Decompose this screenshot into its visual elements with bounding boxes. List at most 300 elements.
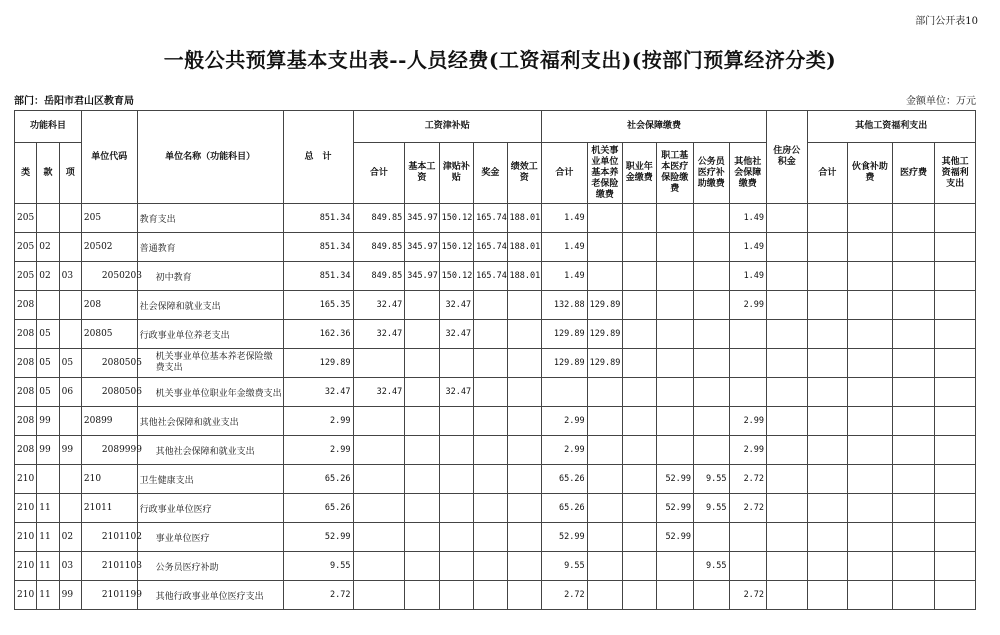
cell-w-bonus <box>474 378 507 407</box>
cell-code: 2101199 <box>81 581 137 610</box>
cell-o-other <box>935 233 976 262</box>
cell-s-annuity <box>623 204 656 233</box>
cell-code: 2089999 <box>81 436 137 465</box>
cell-s-annuity <box>623 581 656 610</box>
cell-s-civil <box>694 320 729 349</box>
cell-w-bonus: 165.74 <box>474 204 507 233</box>
table-row <box>15 523 976 552</box>
cell-lei: 210 <box>15 552 37 581</box>
cell-w-basic: 345.97 <box>405 233 439 262</box>
cell-s-annuity <box>623 262 656 291</box>
cell-s-annuity <box>623 320 656 349</box>
cell-lei: 208 <box>15 349 37 378</box>
cell-s-other <box>729 523 767 552</box>
cell-kuan: 11 <box>37 523 59 552</box>
header-unit-name: 单位名称（功能科目） <box>137 111 283 204</box>
header-wage-bonus: 奖金 <box>474 143 507 204</box>
cell-total: 32.47 <box>283 378 353 407</box>
cell-name: 行政事业单位医疗 <box>137 494 283 523</box>
cell-s-annuity <box>623 291 656 320</box>
cell-lei: 205 <box>15 204 37 233</box>
cell-s-pension <box>587 262 622 291</box>
cell-s-pension: 129.89 <box>587 349 622 378</box>
cell-o-meal <box>848 436 893 465</box>
cell-total: 2.99 <box>283 407 353 436</box>
cell-xiang <box>59 407 81 436</box>
cell-s-pension <box>587 465 622 494</box>
cell-s-medical <box>656 436 694 465</box>
cell-w-perf <box>507 436 541 465</box>
cell-w-sum: 32.47 <box>353 320 405 349</box>
cell-s-civil <box>694 523 729 552</box>
cell-o-meal <box>848 552 893 581</box>
cell-xiang <box>59 233 81 262</box>
cell-w-allow <box>439 436 473 465</box>
cell-total: 2.99 <box>283 436 353 465</box>
cell-o-sum <box>807 320 848 349</box>
cell-s-sum: 2.72 <box>542 581 588 610</box>
cell-s-medical: 52.99 <box>656 523 694 552</box>
cell-xiang <box>59 320 81 349</box>
cell-w-sum <box>353 465 405 494</box>
cell-housing <box>767 581 808 610</box>
cell-w-sum <box>353 494 405 523</box>
cell-s-annuity <box>623 407 656 436</box>
cell-kuan <box>37 291 59 320</box>
cell-s-civil <box>694 436 729 465</box>
cell-xiang <box>59 291 81 320</box>
cell-kuan: 05 <box>37 378 59 407</box>
cell-s-civil: 9.55 <box>694 465 729 494</box>
cell-w-sum <box>353 581 405 610</box>
cell-w-perf: 188.01 <box>507 262 541 291</box>
cell-w-allow <box>439 349 473 378</box>
header-wage-group: 工资津补贴 <box>353 111 542 143</box>
cell-kuan: 99 <box>37 436 59 465</box>
cell-s-other <box>729 552 767 581</box>
cell-w-sum: 32.47 <box>353 378 405 407</box>
cell-o-meal <box>848 349 893 378</box>
cell-w-perf <box>507 581 541 610</box>
cell-o-med <box>892 378 935 407</box>
cell-o-sum <box>807 378 848 407</box>
cell-code: 2050203 <box>81 262 137 291</box>
cell-name: 机关事业单位职业年金缴费支出 <box>137 378 283 407</box>
cell-w-basic <box>405 494 439 523</box>
cell-name: 教育支出 <box>137 204 283 233</box>
cell-w-basic <box>405 436 439 465</box>
cell-w-perf: 188.01 <box>507 233 541 262</box>
cell-housing <box>767 233 808 262</box>
table-row <box>15 262 976 291</box>
cell-s-medical <box>656 320 694 349</box>
cell-total: 9.55 <box>283 552 353 581</box>
cell-s-annuity <box>623 349 656 378</box>
cell-lei: 208 <box>15 320 37 349</box>
cell-name: 机关事业单位基本养老保险缴费支出 <box>137 349 283 378</box>
cell-kuan: 05 <box>37 349 59 378</box>
cell-o-meal <box>848 523 893 552</box>
cell-o-med <box>892 552 935 581</box>
cell-s-sum: 65.26 <box>542 494 588 523</box>
cell-s-annuity <box>623 436 656 465</box>
cell-code: 2101102 <box>81 523 137 552</box>
cell-o-other <box>935 291 976 320</box>
cell-o-meal <box>848 320 893 349</box>
cell-xiang: 05 <box>59 349 81 378</box>
cell-kuan: 11 <box>37 494 59 523</box>
cell-housing <box>767 349 808 378</box>
budget-table <box>14 110 976 610</box>
table-row <box>15 581 976 610</box>
cell-w-bonus <box>474 494 507 523</box>
cell-total: 851.34 <box>283 233 353 262</box>
cell-s-medical <box>656 349 694 378</box>
cell-s-pension <box>587 523 622 552</box>
cell-w-allow: 32.47 <box>439 378 473 407</box>
cell-s-sum: 2.99 <box>542 407 588 436</box>
cell-w-allow <box>439 494 473 523</box>
cell-w-allow: 150.12 <box>439 233 473 262</box>
cell-s-medical: 52.99 <box>656 494 694 523</box>
cell-s-pension <box>587 494 622 523</box>
header-other-welfare: 其他工资福利支出 <box>935 143 976 204</box>
cell-w-perf <box>507 291 541 320</box>
cell-total: 851.34 <box>283 262 353 291</box>
cell-o-med <box>892 204 935 233</box>
cell-housing <box>767 262 808 291</box>
cell-name: 初中教育 <box>137 262 283 291</box>
cell-w-bonus <box>474 291 507 320</box>
cell-o-med <box>892 523 935 552</box>
cell-s-annuity <box>623 378 656 407</box>
cell-w-bonus <box>474 465 507 494</box>
cell-w-sum: 32.47 <box>353 291 405 320</box>
cell-o-med <box>892 349 935 378</box>
cell-s-civil <box>694 204 729 233</box>
cell-o-med <box>892 262 935 291</box>
cell-o-meal <box>848 204 893 233</box>
cell-o-med <box>892 407 935 436</box>
cell-w-sum <box>353 436 405 465</box>
cell-s-pension: 129.89 <box>587 291 622 320</box>
cell-housing <box>767 436 808 465</box>
cell-s-civil: 9.55 <box>694 552 729 581</box>
cell-code: 210 <box>81 465 137 494</box>
cell-o-med <box>892 436 935 465</box>
cell-w-basic <box>405 320 439 349</box>
header-other-meal: 伙食补助费 <box>848 143 893 204</box>
cell-s-sum <box>542 378 588 407</box>
cell-total: 65.26 <box>283 494 353 523</box>
cell-s-other: 2.99 <box>729 436 767 465</box>
cell-s-sum: 129.89 <box>542 320 588 349</box>
cell-name: 卫生健康支出 <box>137 465 283 494</box>
cell-lei: 210 <box>15 494 37 523</box>
cell-kuan <box>37 465 59 494</box>
cell-s-civil: 9.55 <box>694 494 729 523</box>
table-row <box>15 407 976 436</box>
cell-s-pension: 129.89 <box>587 320 622 349</box>
cell-housing <box>767 204 808 233</box>
cell-w-perf <box>507 523 541 552</box>
header-social-civil-medical: 公务员医疗补助缴费 <box>694 143 729 204</box>
cell-s-pension <box>587 552 622 581</box>
cell-lei: 210 <box>15 523 37 552</box>
cell-w-basic <box>405 407 439 436</box>
cell-s-sum: 2.99 <box>542 436 588 465</box>
cell-code: 20502 <box>81 233 137 262</box>
cell-s-other: 1.49 <box>729 262 767 291</box>
cell-name: 事业单位医疗 <box>137 523 283 552</box>
cell-o-sum <box>807 204 848 233</box>
cell-s-civil <box>694 349 729 378</box>
cell-lei: 208 <box>15 436 37 465</box>
header-wage-sum: 合计 <box>353 143 405 204</box>
cell-o-sum <box>807 436 848 465</box>
cell-s-pension <box>587 436 622 465</box>
cell-w-bonus <box>474 349 507 378</box>
cell-w-sum: 849.85 <box>353 204 405 233</box>
cell-xiang: 03 <box>59 552 81 581</box>
cell-w-sum <box>353 552 405 581</box>
header-social-sum: 合计 <box>542 143 588 204</box>
cell-s-civil <box>694 291 729 320</box>
cell-s-other: 1.49 <box>729 233 767 262</box>
cell-total: 851.34 <box>283 204 353 233</box>
cell-w-bonus <box>474 436 507 465</box>
cell-total: 162.36 <box>283 320 353 349</box>
cell-s-annuity <box>623 465 656 494</box>
header-social-pension: 机关事业单位基本养老保险缴费 <box>587 143 622 204</box>
cell-o-sum <box>807 552 848 581</box>
cell-w-allow <box>439 523 473 552</box>
cell-w-allow: 150.12 <box>439 262 473 291</box>
cell-o-sum <box>807 233 848 262</box>
cell-w-perf <box>507 552 541 581</box>
cell-w-basic <box>405 378 439 407</box>
header-wage-basic: 基本工资 <box>405 143 439 204</box>
cell-kuan: 11 <box>37 552 59 581</box>
cell-total: 2.72 <box>283 581 353 610</box>
cell-kuan: 02 <box>37 233 59 262</box>
table-row <box>15 378 976 407</box>
header-other-sum: 合计 <box>807 143 848 204</box>
cell-o-meal <box>848 494 893 523</box>
cell-w-perf <box>507 320 541 349</box>
cell-s-other: 2.99 <box>729 407 767 436</box>
cell-housing <box>767 407 808 436</box>
cell-lei: 205 <box>15 262 37 291</box>
cell-kuan <box>37 204 59 233</box>
cell-w-basic <box>405 523 439 552</box>
cell-s-annuity <box>623 233 656 262</box>
cell-code: 2080506 <box>81 378 137 407</box>
cell-code: 205 <box>81 204 137 233</box>
cell-xiang: 99 <box>59 436 81 465</box>
cell-s-medical <box>656 262 694 291</box>
cell-o-other <box>935 320 976 349</box>
cell-w-sum <box>353 349 405 378</box>
cell-o-meal <box>848 407 893 436</box>
cell-o-other <box>935 523 976 552</box>
cell-o-med <box>892 291 935 320</box>
cell-lei: 208 <box>15 378 37 407</box>
cell-s-medical <box>656 552 694 581</box>
table-row <box>15 320 976 349</box>
cell-s-pension <box>587 233 622 262</box>
cell-housing <box>767 465 808 494</box>
cell-s-medical: 52.99 <box>656 465 694 494</box>
cell-xiang <box>59 494 81 523</box>
cell-w-bonus <box>474 523 507 552</box>
cell-s-sum: 52.99 <box>542 523 588 552</box>
cell-o-sum <box>807 581 848 610</box>
cell-housing <box>767 291 808 320</box>
cell-s-sum: 1.49 <box>542 262 588 291</box>
cell-s-sum: 65.26 <box>542 465 588 494</box>
cell-s-civil <box>694 581 729 610</box>
cell-w-basic <box>405 291 439 320</box>
cell-o-med <box>892 494 935 523</box>
cell-w-allow <box>439 465 473 494</box>
header-wage-performance: 绩效工资 <box>507 143 541 204</box>
cell-w-allow: 150.12 <box>439 204 473 233</box>
cell-o-other <box>935 581 976 610</box>
cell-w-bonus <box>474 581 507 610</box>
cell-code: 21011 <box>81 494 137 523</box>
table-row <box>15 494 976 523</box>
cell-s-other: 2.99 <box>729 291 767 320</box>
cell-o-sum <box>807 465 848 494</box>
cell-code: 20805 <box>81 320 137 349</box>
cell-o-other <box>935 407 976 436</box>
header-other-group: 其他工资福利支出 <box>807 111 975 143</box>
cell-kuan: 11 <box>37 581 59 610</box>
cell-lei: 208 <box>15 407 37 436</box>
cell-w-bonus <box>474 407 507 436</box>
cell-w-allow <box>439 407 473 436</box>
cell-w-basic <box>405 552 439 581</box>
cell-s-pension <box>587 204 622 233</box>
header-wage-allowance: 津贴补贴 <box>439 143 473 204</box>
header-xiang: 项 <box>59 143 81 204</box>
cell-housing <box>767 378 808 407</box>
header-social-annuity: 职业年金缴费 <box>623 143 656 204</box>
header-social-other: 其他社会保障缴费 <box>729 143 767 204</box>
cell-o-other <box>935 436 976 465</box>
cell-s-sum: 1.49 <box>542 204 588 233</box>
cell-s-medical <box>656 291 694 320</box>
cell-name: 行政事业单位养老支出 <box>137 320 283 349</box>
cell-code: 2101103 <box>81 552 137 581</box>
cell-w-perf <box>507 349 541 378</box>
cell-kuan: 05 <box>37 320 59 349</box>
cell-xiang: 02 <box>59 523 81 552</box>
header-lei: 类 <box>15 143 37 204</box>
cell-o-meal <box>848 378 893 407</box>
cell-s-annuity <box>623 523 656 552</box>
cell-w-allow: 32.47 <box>439 320 473 349</box>
cell-w-basic <box>405 349 439 378</box>
cell-o-other <box>935 378 976 407</box>
document-number: 部门公开表10 <box>915 16 978 27</box>
cell-w-perf <box>507 465 541 494</box>
cell-code: 20899 <box>81 407 137 436</box>
cell-w-perf: 188.01 <box>507 204 541 233</box>
cell-s-sum: 1.49 <box>542 233 588 262</box>
cell-s-medical <box>656 378 694 407</box>
header-social-group: 社会保障缴费 <box>542 111 767 143</box>
cell-w-sum: 849.85 <box>353 262 405 291</box>
cell-name: 公务员医疗补助 <box>137 552 283 581</box>
cell-w-basic <box>405 581 439 610</box>
cell-name: 其他行政事业单位医疗支出 <box>137 581 283 610</box>
cell-o-other <box>935 552 976 581</box>
cell-housing <box>767 494 808 523</box>
cell-s-civil <box>694 233 729 262</box>
cell-o-meal <box>848 233 893 262</box>
cell-s-medical <box>656 581 694 610</box>
cell-lei: 210 <box>15 581 37 610</box>
cell-s-sum: 129.89 <box>542 349 588 378</box>
cell-total: 165.35 <box>283 291 353 320</box>
cell-s-other <box>729 320 767 349</box>
cell-w-bonus <box>474 320 507 349</box>
cell-total: 52.99 <box>283 523 353 552</box>
cell-lei: 208 <box>15 291 37 320</box>
table-row <box>15 204 976 233</box>
cell-s-medical <box>656 407 694 436</box>
header-func-subject: 功能科目 <box>15 111 82 143</box>
cell-s-other: 2.72 <box>729 494 767 523</box>
cell-o-other <box>935 465 976 494</box>
cell-o-med <box>892 233 935 262</box>
cell-s-annuity <box>623 552 656 581</box>
header-unit-code: 单位代码 <box>81 111 137 204</box>
table-row <box>15 552 976 581</box>
cell-lei: 205 <box>15 233 37 262</box>
cell-o-other <box>935 494 976 523</box>
header-kuan: 款 <box>37 143 59 204</box>
cell-xiang: 99 <box>59 581 81 610</box>
cell-s-other: 2.72 <box>729 465 767 494</box>
header-other-medical: 医疗费 <box>892 143 935 204</box>
cell-s-sum: 9.55 <box>542 552 588 581</box>
cell-w-allow: 32.47 <box>439 291 473 320</box>
cell-xiang <box>59 204 81 233</box>
cell-name: 普通教育 <box>137 233 283 262</box>
cell-o-sum <box>807 523 848 552</box>
cell-o-other <box>935 349 976 378</box>
cell-s-pension <box>587 407 622 436</box>
cell-w-bonus: 165.74 <box>474 262 507 291</box>
cell-w-bonus <box>474 552 507 581</box>
cell-housing <box>767 552 808 581</box>
cell-name: 社会保障和就业支出 <box>137 291 283 320</box>
cell-o-med <box>892 581 935 610</box>
page-title: 一般公共预算基本支出表--人员经费(工资福利支出)(按部门预算经济分类) <box>163 48 837 72</box>
header-total: 总 计 <box>283 111 353 204</box>
department-label: 部门：岳阳市君山区教育局 <box>14 96 134 107</box>
cell-s-civil <box>694 378 729 407</box>
cell-s-civil <box>694 407 729 436</box>
cell-o-sum <box>807 262 848 291</box>
cell-o-meal <box>848 581 893 610</box>
cell-w-basic: 345.97 <box>405 204 439 233</box>
cell-w-basic: 345.97 <box>405 262 439 291</box>
cell-s-other <box>729 349 767 378</box>
